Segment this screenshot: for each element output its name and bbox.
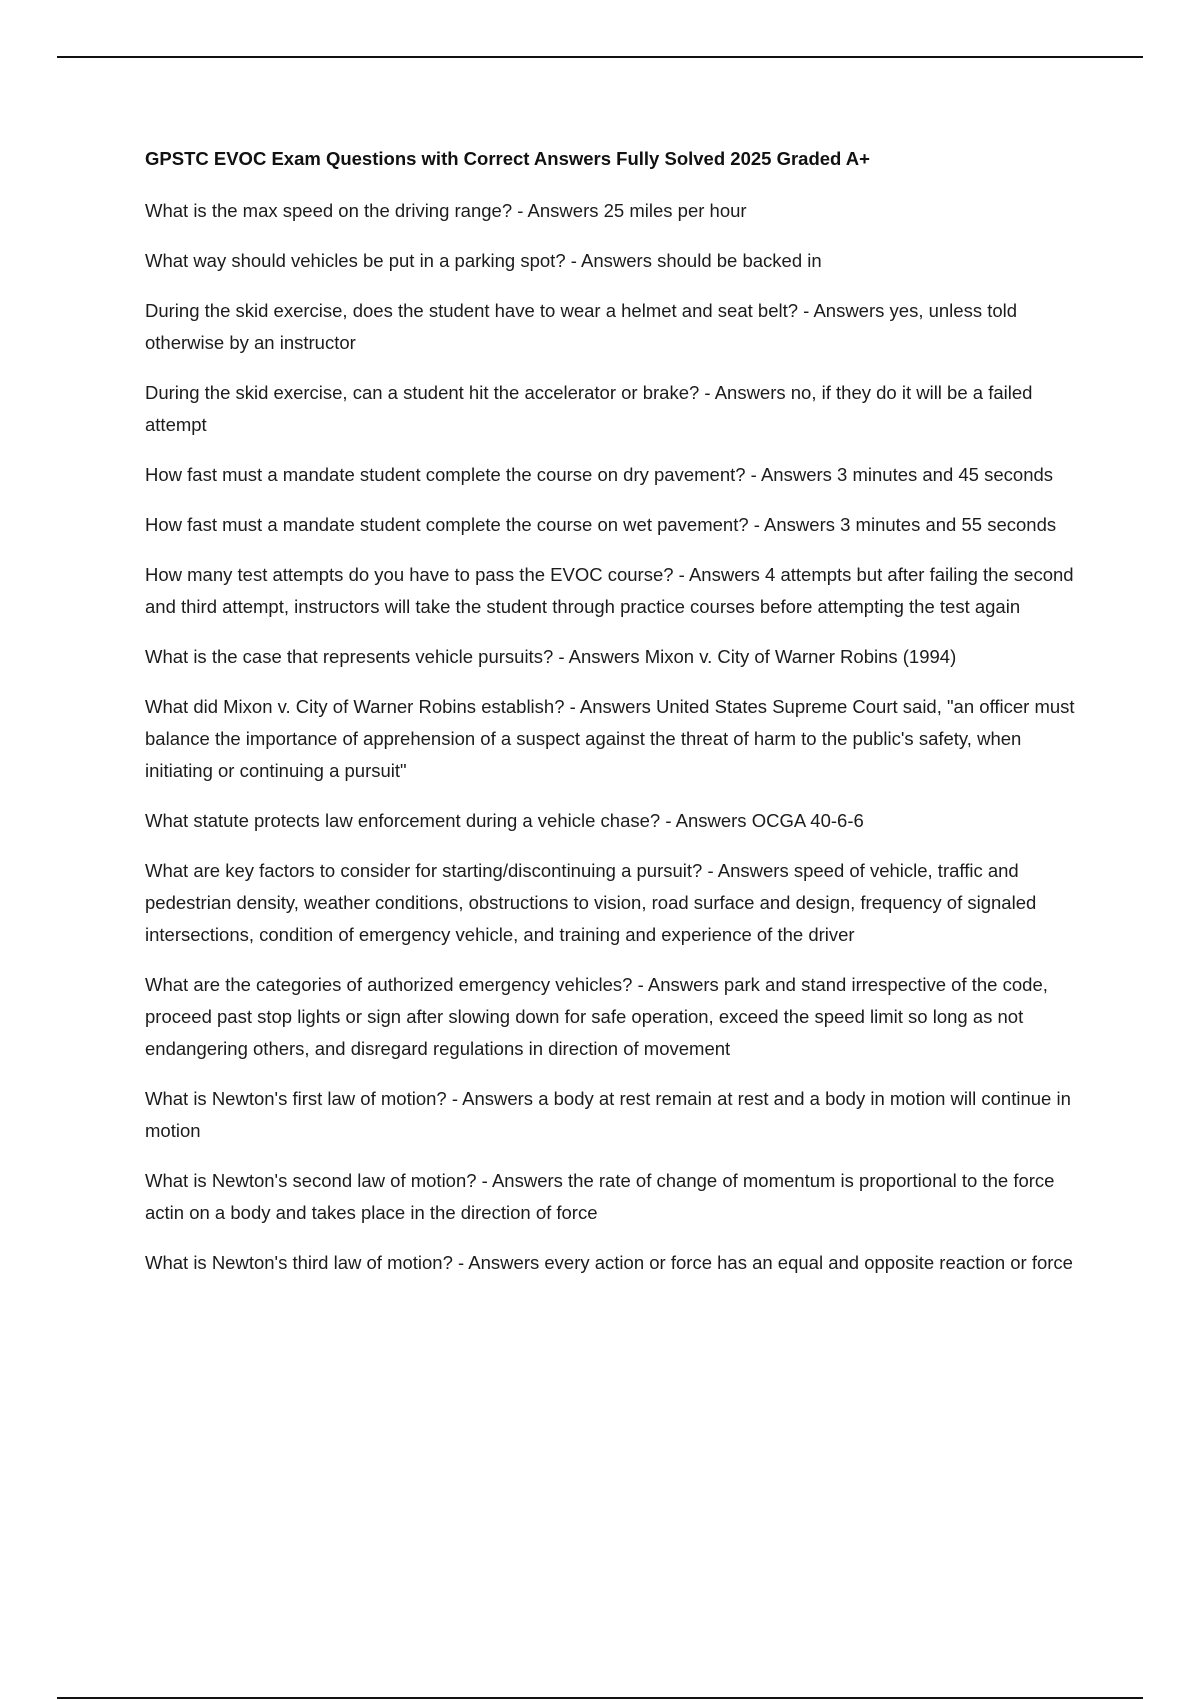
document-title: GPSTC EVOC Exam Questions with Correct Answers Fully Solved 2025 Graded A+: [145, 148, 870, 169]
qa-item: What statute protects law enforcement during a vehicle chase? - Answers OCGA 40-6-6: [145, 810, 864, 831]
qa-item: How many test attempts do you have to pass the EVOC course? - Answers 4 attempts but after failing the second and third attempt, instructors will take the student through practice courses before attempting the test again: [145, 564, 1074, 617]
qa-item: During the skid exercise, does the student have to wear a helmet and seat belt? - Answers yes, unless told otherwise by an instructor: [145, 300, 1018, 353]
qa-item: How fast must a mandate student complete the course on wet pavement? - Answers 3 minutes and 55 seconds: [145, 514, 1057, 535]
qa-item: What is the max speed on the driving range? - Answers 25 miles per hour: [145, 200, 747, 221]
qa-item: What is the case that represents vehicle pursuits? - Answers Mixon v. City of Warner Robins (1994): [145, 646, 957, 667]
qa-item: What are the categories of authorized emergency vehicles? - Answers park and stand irrespective of the code, proceed past stop lights or sign after slowing down for safe operation, exceed the speed limit so long as not endangering others, and disregard regulations in direction of movement: [145, 974, 1048, 1059]
qa-item: What is Newton's second law of motion? - Answers the rate of change of momentum is proportional to the force actin on a body and takes place in the direction of force: [145, 1170, 1055, 1223]
qa-item: During the skid exercise, can a student hit the accelerator or brake? - Answers no, if they do it will be a failed attempt: [145, 382, 1033, 435]
qa-item: What is Newton's first law of motion? - Answers a body at rest remain at rest and a body in motion will continue in motion: [145, 1088, 1071, 1141]
qa-item: What way should vehicles be put in a parking spot? - Answers should be backed in: [145, 250, 822, 271]
qa-item: What are key factors to consider for starting/discontinuing a pursuit? - Answers speed of vehicle, traffic and pedestrian density, weather conditions, obstructions to vision, road surface and design, frequency of signaled intersections, condition of emergency vehicle, and training and experience of the driver: [145, 860, 1037, 945]
qa-item: What did Mixon v. City of Warner Robins establish? - Answers United States Supreme Court said, "an officer must balance the importance of apprehension of a suspect against the threat of harm to the public's safety, when initiating or continuing a pursuit": [145, 696, 1075, 781]
qa-item: What is Newton's third law of motion? - Answers every action or force has an equal and opposite reaction or force: [145, 1252, 1073, 1273]
document-body: [145, 145, 1085, 1297]
qa-item: How fast must a mandate student complete the course on dry pavement? - Answers 3 minutes and 45 seconds: [145, 464, 1054, 485]
footer-divider: [57, 1697, 1143, 1699]
header-divider: [57, 56, 1143, 58]
